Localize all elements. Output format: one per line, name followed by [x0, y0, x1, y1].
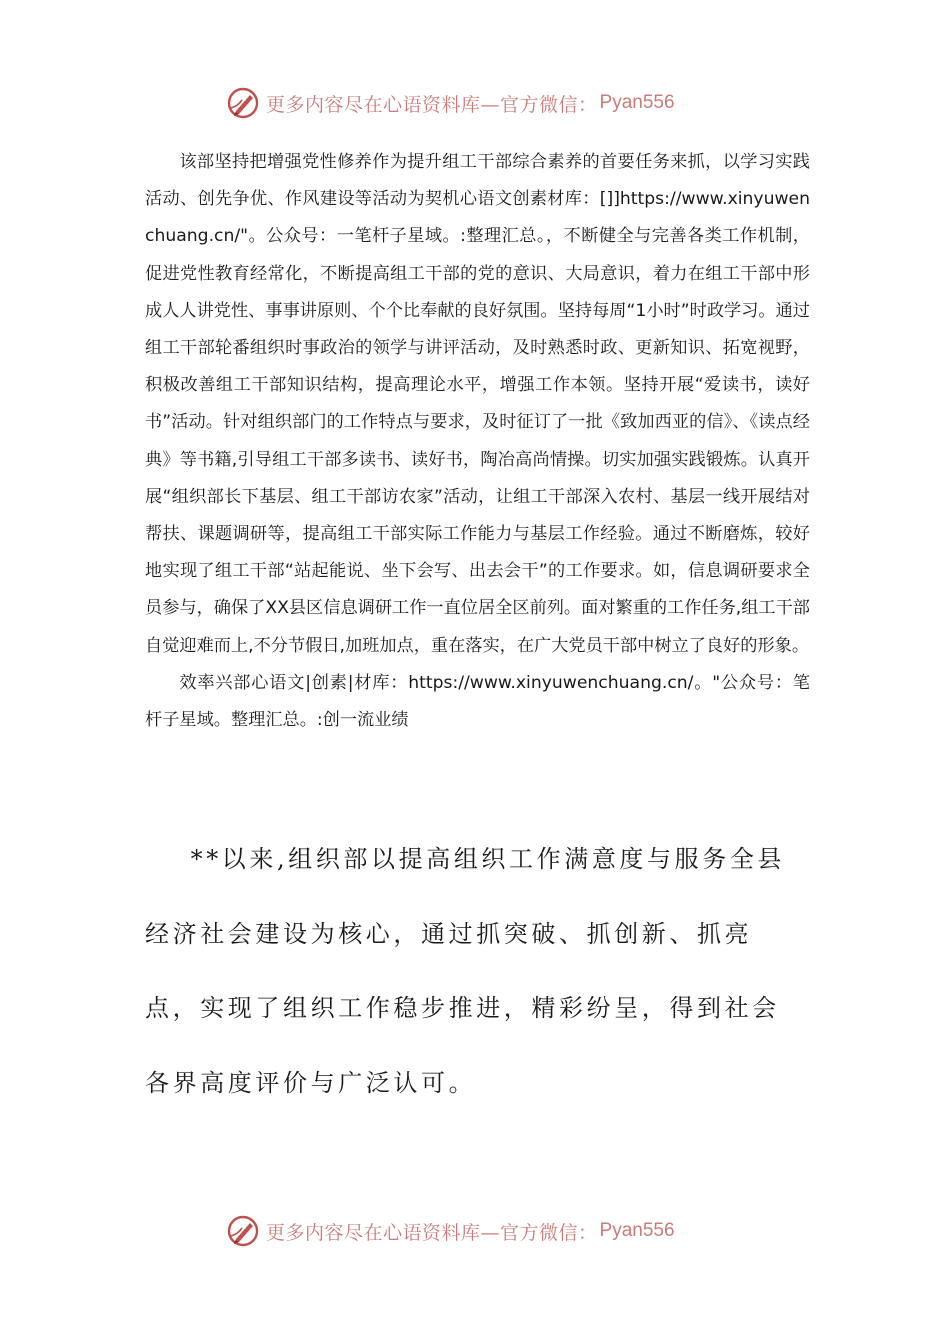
pen-logo-icon [226, 86, 260, 120]
document-body [145, 144, 810, 739]
header-banner [226, 84, 746, 122]
footer-banner [226, 1212, 746, 1250]
large-paragraph: **以来,组织部以提高组织工作满意度与服务全县经济社会建设为核心，通过抓突破、抓创新、抓亮点，实现了组织工作稳步推进，精彩纷呈，得到社会各界高度评价与广泛认可。 [145, 845, 786, 1097]
pen-logo-icon [226, 1214, 260, 1248]
paragraph-2: 效率兴部心语文|创素|材库：https://www.xinyuwenchuang.cn/。"公众号：笔杆子星域。整理汇总。:创一流业绩 [145, 672, 810, 731]
paragraph-1: 该部坚持把增强党性修养作为提升组工干部综合素养的首要任务来抓，以学习实践活动、创先争优、作风建设等活动为契机心语文创素材库：[]]https://www.xinyuwenchuang.cn/"。公众号：一笔杆子星域。:整理汇总。，不断健全与完善各类工作机制，促进党性教育经常化，不断提高组工干部的党的意识、大局意识，着力在组工干部中形成人人讲党性、事事讲原则、个个比奉献的良好氛围。坚持每周“1小时”时政学习。通过组工干部轮番组织时事政治的领学与讲评活动，及时熟悉时政、更新知识、拓宽视野，积极改善组工干部知识结构，提高理论水平，增强工作本领。坚持开展“爱读书，读好书”活动。针对组织部门的工作特点与要求，及时征订了一批《致加西亚的信》、《读点经典》等书籍,引导组工干部多读书、读好书，陶冶高尚情操。切实加强实践锻炼。认真开展“组织部长下基层、组工干部访农家”活动，让组工干部深入农村、基层一线开展结对帮扶、课题调研等，提高组工干部实际工作能力与基层工作经验。通过不断磨炼，较好地实现了组工干部“站起能说、坐下会写、出去会干”的工作要求。如，信息调研要求全员参与，确保了XX县区信息调研工作一直位居全区前列。面对繁重的工作任务,组工干部自觉迎难而上,不分节假日,加班加点，重在落实，在广大党员干部中树立了良好的形象。 [145, 152, 810, 656]
header-wechat-id: Pyan556 [599, 92, 675, 113]
footer-wechat-id: Pyan556 [599, 1220, 675, 1241]
header-banner-text: 更多内容尽在心语资料库—官方微信： [266, 93, 598, 116]
footer-banner-text: 更多内容尽在心语资料库—官方微信： [266, 1221, 598, 1244]
